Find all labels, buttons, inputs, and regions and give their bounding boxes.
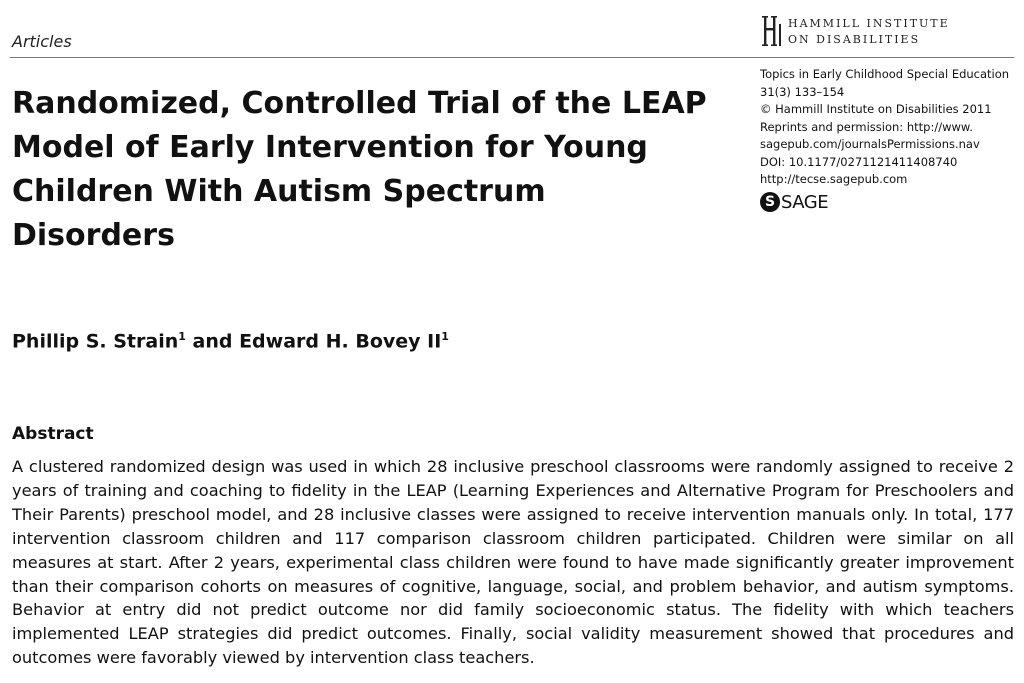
sage-s-icon: S xyxy=(760,192,780,212)
reprints-line-1: Reprints and permission: http://www. xyxy=(760,119,973,134)
copyright-line: © Hammill Institute on Disabilities 2011 xyxy=(760,102,992,116)
publisher-logo-line2: ON DISABILITIES xyxy=(788,33,921,46)
abstract-heading: Abstract xyxy=(12,424,94,444)
sage-logo-text: SAGE xyxy=(781,191,829,213)
header-rule xyxy=(10,57,1014,58)
publisher-logo xyxy=(762,14,950,54)
author-line xyxy=(12,330,449,352)
author-1: Phillip S. Strain xyxy=(12,330,179,353)
journal-info xyxy=(760,66,1015,189)
doi-line: DOI: 10.1177/0271121411408740 xyxy=(760,154,958,169)
section-label: Articles xyxy=(12,32,72,51)
journal-url: http://tecse.sagepub.com xyxy=(760,172,908,186)
author-2-affiliation: 1 xyxy=(441,330,449,343)
hammill-logo-icon xyxy=(762,14,784,48)
journal-name: Topics in Early Childhood Special Education xyxy=(760,67,1010,81)
author-1-affiliation: 1 xyxy=(178,330,186,343)
abstract-body: A clustered randomized design was used in which 28 inclusive preschool classrooms were randomly assigned to receive 2 years of training and coaching to fidelity in the LEAP (Learning Experiences and Alternative Program for Preschoolers and Their Parents) preschool model, and 28 inclusive classes were assigned to receive intervention manuals only. In total, 177 intervention classroom children and 117 comparison classroom children participated. Children were similar on all measures at start. After 2 years, experimental class children were found to have made significantly greater improvement than their comparison cohorts on measures of cognitive, language, social, and problem behavior, and autism symptoms. Behavior at entry did not predict outcome nor did family socioeconomic status. The fidelity with which teachers implemented LEAP strategies did predict outcomes. Finally, social validity measurement showed that procedures and outcomes were favorably viewed by intervention class teachers. xyxy=(12,457,1014,668)
publisher-logo-line1: HAMMILL INSTITUTE xyxy=(788,17,950,30)
reprints-line-2: sagepub.com/journalsPermissions.nav xyxy=(760,137,980,151)
sage-logo xyxy=(760,190,828,214)
author-connector: and xyxy=(185,330,240,353)
article-title: Randomized, Controlled Trial of the LEAP Model of Early Intervention for Young Children With Autism Spectrum Disorders xyxy=(12,86,707,253)
author-2: Edward H. Bovey II xyxy=(239,330,442,353)
journal-volume: 31(3) 133–154 xyxy=(760,84,845,99)
